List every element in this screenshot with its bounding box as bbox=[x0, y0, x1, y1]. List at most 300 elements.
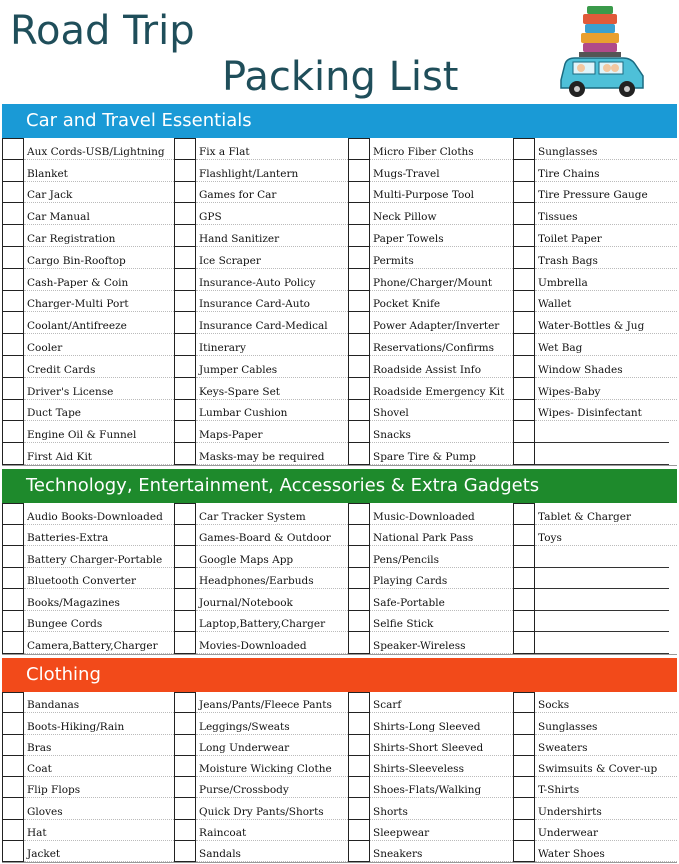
checklist-item bbox=[513, 182, 677, 204]
checkbox[interactable] bbox=[174, 568, 196, 590]
checkbox[interactable] bbox=[513, 568, 535, 590]
checkbox[interactable] bbox=[174, 611, 196, 633]
item-label: Sunglasses bbox=[535, 713, 677, 734]
checkbox[interactable] bbox=[348, 421, 370, 443]
blank-line bbox=[535, 611, 669, 633]
checklist-item bbox=[2, 735, 174, 756]
checkbox[interactable] bbox=[2, 713, 24, 734]
checklist-item bbox=[2, 247, 174, 269]
checkbox[interactable] bbox=[513, 546, 535, 568]
checkbox[interactable] bbox=[2, 692, 24, 713]
checklist-grid bbox=[2, 138, 677, 466]
checklist-item bbox=[174, 378, 348, 400]
checkbox[interactable] bbox=[348, 798, 370, 819]
checkbox[interactable] bbox=[513, 632, 535, 654]
item-label: Swimsuits & Cover-up bbox=[535, 756, 677, 777]
checklist-item bbox=[348, 735, 513, 756]
item-label: Jeans/Pants/Fleece Pants bbox=[196, 692, 348, 713]
checklist-item bbox=[513, 203, 677, 225]
item-label: Cooler bbox=[24, 334, 174, 356]
checklist-item bbox=[2, 334, 174, 356]
checklist-item bbox=[348, 798, 513, 819]
item-label: Toilet Paper bbox=[535, 225, 677, 247]
item-label: First Aid Kit bbox=[24, 443, 174, 465]
checklist-item bbox=[513, 138, 677, 160]
checklist-item bbox=[174, 546, 348, 568]
item-label: Battery Charger-Portable bbox=[24, 546, 174, 568]
checklist-item bbox=[513, 589, 677, 611]
checkbox[interactable] bbox=[2, 356, 24, 378]
checkbox[interactable] bbox=[174, 203, 196, 225]
checklist-item bbox=[174, 400, 348, 422]
item-label: Sneakers bbox=[370, 841, 513, 862]
checkbox[interactable] bbox=[2, 138, 24, 160]
item-label: Sunglasses bbox=[535, 138, 677, 160]
checkbox[interactable] bbox=[2, 182, 24, 204]
checklist-item bbox=[174, 138, 348, 160]
checklist-column bbox=[348, 138, 513, 465]
checkbox[interactable] bbox=[2, 525, 24, 547]
checkbox[interactable] bbox=[2, 777, 24, 798]
checkbox[interactable] bbox=[348, 525, 370, 547]
checkbox[interactable] bbox=[513, 203, 535, 225]
checklist-item bbox=[348, 589, 513, 611]
checklist-item bbox=[2, 632, 174, 654]
checklist-item bbox=[513, 503, 677, 525]
checkbox[interactable] bbox=[348, 820, 370, 841]
checklist-column bbox=[2, 138, 174, 465]
checklist-column bbox=[174, 503, 348, 654]
item-label: Spare Tire & Pump bbox=[370, 443, 513, 465]
checkbox[interactable] bbox=[513, 589, 535, 611]
checklist-item bbox=[348, 756, 513, 777]
checklist-item bbox=[513, 713, 677, 734]
checkbox[interactable] bbox=[513, 841, 535, 862]
checkbox[interactable] bbox=[2, 589, 24, 611]
item-label: Engine Oil & Funnel bbox=[24, 421, 174, 443]
checkbox[interactable] bbox=[2, 611, 24, 633]
checklist-item bbox=[174, 713, 348, 734]
checkbox[interactable] bbox=[2, 756, 24, 777]
item-label: Audio Books-Downloaded bbox=[24, 503, 174, 525]
item-label: Itinerary bbox=[196, 334, 348, 356]
checkbox[interactable] bbox=[513, 160, 535, 182]
item-label: Shirts-Long Sleeved bbox=[370, 713, 513, 734]
checkbox[interactable] bbox=[513, 312, 535, 334]
checkbox[interactable] bbox=[513, 356, 535, 378]
checklist-column bbox=[174, 138, 348, 465]
checkbox[interactable] bbox=[174, 525, 196, 547]
checkbox[interactable] bbox=[348, 225, 370, 247]
item-label: Wipes-Baby bbox=[535, 378, 677, 400]
checkbox[interactable] bbox=[2, 312, 24, 334]
checklist-item bbox=[2, 777, 174, 798]
checklist-item bbox=[2, 312, 174, 334]
checklist-column bbox=[348, 692, 513, 862]
item-label: Power Adapter/Inverter bbox=[370, 312, 513, 334]
item-label: Cash-Paper & Coin bbox=[24, 269, 174, 291]
item-label: Wet Bag bbox=[535, 334, 677, 356]
checkbox[interactable] bbox=[2, 160, 24, 182]
item-label: Ice Scraper bbox=[196, 247, 348, 269]
checkbox[interactable] bbox=[174, 138, 196, 160]
checklist-item bbox=[513, 269, 677, 291]
checkbox[interactable] bbox=[513, 713, 535, 734]
item-label: Snacks bbox=[370, 421, 513, 443]
checklist-column bbox=[2, 692, 174, 862]
checklist-item bbox=[174, 841, 348, 862]
checkbox[interactable] bbox=[348, 291, 370, 313]
blank-line bbox=[535, 589, 669, 611]
checkbox[interactable] bbox=[513, 247, 535, 269]
item-label: Car Tracker System bbox=[196, 503, 348, 525]
checklist-item bbox=[348, 820, 513, 841]
checkbox[interactable] bbox=[174, 160, 196, 182]
checkbox[interactable] bbox=[174, 632, 196, 654]
item-label: Car Jack bbox=[24, 182, 174, 204]
checklist-item bbox=[174, 443, 348, 465]
checkbox[interactable] bbox=[174, 798, 196, 819]
section-essentials bbox=[2, 104, 677, 466]
checkbox[interactable] bbox=[174, 421, 196, 443]
checkbox[interactable] bbox=[174, 756, 196, 777]
item-label: Fix a Flat bbox=[196, 138, 348, 160]
checkbox[interactable] bbox=[2, 203, 24, 225]
checkbox[interactable] bbox=[513, 182, 535, 204]
checkbox[interactable] bbox=[348, 589, 370, 611]
item-label: Tire Pressure Gauge bbox=[535, 182, 677, 204]
checklist-item bbox=[513, 356, 677, 378]
checklist-item bbox=[513, 421, 677, 443]
checkbox[interactable] bbox=[174, 692, 196, 713]
checklist-item bbox=[513, 247, 677, 269]
item-label: Socks bbox=[535, 692, 677, 713]
checklist-item bbox=[2, 182, 174, 204]
item-label: Duct Tape bbox=[24, 400, 174, 422]
item-label: Pocket Knife bbox=[370, 291, 513, 313]
checkbox[interactable] bbox=[513, 820, 535, 841]
checklist-item bbox=[348, 138, 513, 160]
checkbox[interactable] bbox=[174, 841, 196, 862]
checkbox[interactable] bbox=[174, 777, 196, 798]
checkbox[interactable] bbox=[348, 503, 370, 525]
checkbox[interactable] bbox=[2, 443, 24, 465]
checklist-item bbox=[348, 525, 513, 547]
checklist-item bbox=[348, 291, 513, 313]
checkbox[interactable] bbox=[513, 291, 535, 313]
blank-line bbox=[535, 443, 669, 465]
checkbox[interactable] bbox=[2, 546, 24, 568]
checkbox[interactable] bbox=[2, 568, 24, 590]
checkbox[interactable] bbox=[2, 269, 24, 291]
checklist-item bbox=[513, 798, 677, 819]
item-label: Insurance Card-Auto bbox=[196, 291, 348, 313]
item-label: Car Manual bbox=[24, 203, 174, 225]
checkbox[interactable] bbox=[348, 160, 370, 182]
checkbox[interactable] bbox=[174, 443, 196, 465]
checkbox[interactable] bbox=[174, 589, 196, 611]
checklist-item bbox=[348, 611, 513, 633]
item-label: Shirts-Sleeveless bbox=[370, 756, 513, 777]
checklist-item bbox=[174, 820, 348, 841]
item-label: Raincoat bbox=[196, 820, 348, 841]
checkbox[interactable] bbox=[348, 568, 370, 590]
item-label: Shirts-Short Sleeved bbox=[370, 735, 513, 756]
checklist-item bbox=[513, 378, 677, 400]
checklist-item bbox=[348, 692, 513, 713]
checkbox[interactable] bbox=[2, 334, 24, 356]
checklist-item bbox=[513, 756, 677, 777]
checklist-item bbox=[174, 632, 348, 654]
checkbox[interactable] bbox=[174, 735, 196, 756]
checkbox[interactable] bbox=[513, 443, 535, 465]
checkbox[interactable] bbox=[2, 632, 24, 654]
item-label: Shoes-Flats/Walking bbox=[370, 777, 513, 798]
item-label: Water Shoes bbox=[535, 841, 677, 862]
checkbox[interactable] bbox=[348, 378, 370, 400]
checkbox[interactable] bbox=[174, 356, 196, 378]
checklist-column bbox=[2, 503, 174, 654]
checklist-item bbox=[174, 160, 348, 182]
checklist-item bbox=[2, 203, 174, 225]
checkbox[interactable] bbox=[2, 400, 24, 422]
checkbox[interactable] bbox=[348, 546, 370, 568]
blank-line bbox=[535, 632, 669, 654]
checkbox[interactable] bbox=[2, 421, 24, 443]
checklist-item bbox=[174, 568, 348, 590]
checkbox[interactable] bbox=[348, 138, 370, 160]
checkbox[interactable] bbox=[2, 225, 24, 247]
checklist-item bbox=[2, 611, 174, 633]
checklist-item bbox=[174, 334, 348, 356]
section-clothing bbox=[2, 658, 677, 863]
checkbox[interactable] bbox=[174, 312, 196, 334]
checklist-grid bbox=[2, 503, 677, 655]
checkbox[interactable] bbox=[348, 841, 370, 862]
item-label: Insurance-Auto Policy bbox=[196, 269, 348, 291]
item-label: Boots-Hiking/Rain bbox=[24, 713, 174, 734]
checkbox[interactable] bbox=[513, 421, 535, 443]
item-label: Permits bbox=[370, 247, 513, 269]
section-title: Clothing bbox=[2, 658, 677, 692]
checklist-item bbox=[2, 546, 174, 568]
checklist-item bbox=[513, 735, 677, 756]
checkbox[interactable] bbox=[174, 182, 196, 204]
checkbox[interactable] bbox=[2, 841, 24, 862]
checkbox[interactable] bbox=[513, 225, 535, 247]
checklist-item bbox=[2, 503, 174, 525]
item-label: Long Underwear bbox=[196, 735, 348, 756]
item-label: Lumbar Cushion bbox=[196, 400, 348, 422]
checklist-column bbox=[348, 503, 513, 654]
checkbox[interactable] bbox=[174, 291, 196, 313]
item-label: Toys bbox=[535, 525, 677, 547]
checklist-item bbox=[174, 356, 348, 378]
checkbox[interactable] bbox=[513, 777, 535, 798]
checklist-item bbox=[174, 756, 348, 777]
checklist-item bbox=[2, 568, 174, 590]
checkbox[interactable] bbox=[348, 632, 370, 654]
item-label: Roadside Emergency Kit bbox=[370, 378, 513, 400]
checkbox[interactable] bbox=[513, 525, 535, 547]
item-label: Paper Towels bbox=[370, 225, 513, 247]
checkbox[interactable] bbox=[174, 269, 196, 291]
item-label: Tissues bbox=[535, 203, 677, 225]
checkbox[interactable] bbox=[513, 735, 535, 756]
checklist-item bbox=[174, 525, 348, 547]
item-label: Sandals bbox=[196, 841, 348, 862]
checklist-item bbox=[348, 841, 513, 862]
checklist-item bbox=[174, 421, 348, 443]
checklist-item bbox=[513, 820, 677, 841]
item-label: Undershirts bbox=[535, 798, 677, 819]
section-title: Car and Travel Essentials bbox=[2, 104, 677, 138]
item-label: Jumper Cables bbox=[196, 356, 348, 378]
checklist-item bbox=[174, 611, 348, 633]
item-label: Selfie Stick bbox=[370, 611, 513, 633]
checkbox[interactable] bbox=[513, 400, 535, 422]
blank-line bbox=[535, 568, 669, 590]
checklist-item bbox=[513, 160, 677, 182]
checkbox[interactable] bbox=[348, 182, 370, 204]
checklist-item bbox=[2, 138, 174, 160]
item-label: Gloves bbox=[24, 798, 174, 819]
checklist-grid bbox=[2, 692, 677, 863]
checklist-item bbox=[513, 632, 677, 654]
checklist-item bbox=[2, 841, 174, 862]
checklist-item bbox=[174, 589, 348, 611]
blank-line bbox=[535, 421, 669, 443]
checkbox[interactable] bbox=[513, 269, 535, 291]
checklist-item bbox=[174, 203, 348, 225]
checklist-item bbox=[348, 777, 513, 798]
checklist-item bbox=[2, 798, 174, 819]
checkbox[interactable] bbox=[2, 291, 24, 313]
checklist-item bbox=[348, 713, 513, 734]
item-label: Pens/Pencils bbox=[370, 546, 513, 568]
checkbox[interactable] bbox=[2, 798, 24, 819]
item-label: Quick Dry Pants/Shorts bbox=[196, 798, 348, 819]
checkbox[interactable] bbox=[174, 247, 196, 269]
item-label: Hand Sanitizer bbox=[196, 225, 348, 247]
checklist-item bbox=[174, 269, 348, 291]
checkbox[interactable] bbox=[348, 756, 370, 777]
item-label: Keys-Spare Set bbox=[196, 378, 348, 400]
checklist-item bbox=[513, 334, 677, 356]
checklist-item bbox=[348, 421, 513, 443]
checkbox[interactable] bbox=[513, 138, 535, 160]
checklist-item bbox=[348, 160, 513, 182]
item-label: Coolant/Antifreeze bbox=[24, 312, 174, 334]
item-label: Books/Magazines bbox=[24, 589, 174, 611]
checklist-item bbox=[174, 692, 348, 713]
car-with-luggage-icon bbox=[555, 2, 650, 100]
checklist-item bbox=[513, 525, 677, 547]
item-label: Phone/Charger/Mount bbox=[370, 269, 513, 291]
checkbox[interactable] bbox=[513, 692, 535, 713]
item-label: Google Maps App bbox=[196, 546, 348, 568]
checkbox[interactable] bbox=[348, 443, 370, 465]
checkbox[interactable] bbox=[513, 611, 535, 633]
item-label: Credit Cards bbox=[24, 356, 174, 378]
checkbox[interactable] bbox=[174, 820, 196, 841]
item-label: Bras bbox=[24, 735, 174, 756]
checkbox[interactable] bbox=[513, 378, 535, 400]
checklist-item bbox=[348, 378, 513, 400]
item-label: Masks-may be required bbox=[196, 443, 348, 465]
checkbox[interactable] bbox=[348, 713, 370, 734]
checkbox[interactable] bbox=[348, 692, 370, 713]
checkbox[interactable] bbox=[2, 820, 24, 841]
checkbox[interactable] bbox=[174, 713, 196, 734]
item-label: Shovel bbox=[370, 400, 513, 422]
checkbox[interactable] bbox=[174, 503, 196, 525]
checkbox[interactable] bbox=[348, 735, 370, 756]
item-label: Wallet bbox=[535, 291, 677, 313]
checkbox[interactable] bbox=[513, 756, 535, 777]
checkbox[interactable] bbox=[513, 334, 535, 356]
checkbox[interactable] bbox=[348, 611, 370, 633]
checkbox[interactable] bbox=[348, 400, 370, 422]
checkbox[interactable] bbox=[174, 546, 196, 568]
item-label: Maps-Paper bbox=[196, 421, 348, 443]
checklist-column bbox=[513, 138, 677, 465]
item-label: Cargo Bin-Rooftop bbox=[24, 247, 174, 269]
checkbox[interactable] bbox=[348, 312, 370, 334]
item-label: Moisture Wicking Clothe bbox=[196, 756, 348, 777]
checklist-item bbox=[348, 334, 513, 356]
checklist-item bbox=[348, 568, 513, 590]
item-label: Insurance Card-Medical bbox=[196, 312, 348, 334]
checklist-item bbox=[513, 312, 677, 334]
checkbox[interactable] bbox=[174, 378, 196, 400]
checkbox[interactable] bbox=[174, 334, 196, 356]
checkbox[interactable] bbox=[2, 378, 24, 400]
checklist-item bbox=[2, 269, 174, 291]
item-label: Tire Chains bbox=[535, 160, 677, 182]
item-label: Underwear bbox=[535, 820, 677, 841]
checkbox[interactable] bbox=[348, 203, 370, 225]
checkbox[interactable] bbox=[2, 247, 24, 269]
checkbox[interactable] bbox=[348, 334, 370, 356]
checkbox[interactable] bbox=[174, 225, 196, 247]
checkbox[interactable] bbox=[174, 400, 196, 422]
checklist-item bbox=[348, 247, 513, 269]
checkbox[interactable] bbox=[348, 247, 370, 269]
checkbox[interactable] bbox=[348, 269, 370, 291]
checklist-item bbox=[513, 777, 677, 798]
item-label: Shorts bbox=[370, 798, 513, 819]
checkbox[interactable] bbox=[513, 798, 535, 819]
item-label: Reservations/Confirms bbox=[370, 334, 513, 356]
checkbox[interactable] bbox=[348, 777, 370, 798]
item-label: National Park Pass bbox=[370, 525, 513, 547]
checkbox[interactable] bbox=[513, 503, 535, 525]
checklist-item bbox=[2, 525, 174, 547]
checklist-item bbox=[174, 247, 348, 269]
checklist-column bbox=[174, 692, 348, 862]
checklist-item bbox=[348, 225, 513, 247]
item-label: Multi-Purpose Tool bbox=[370, 182, 513, 204]
checkbox[interactable] bbox=[2, 503, 24, 525]
checklist-item bbox=[513, 225, 677, 247]
item-label: Micro Fiber Cloths bbox=[370, 138, 513, 160]
item-label: Games-Board & Outdoor bbox=[196, 525, 348, 547]
checkbox[interactable] bbox=[348, 356, 370, 378]
checkbox[interactable] bbox=[2, 735, 24, 756]
item-label: Car Registration bbox=[24, 225, 174, 247]
checklist-item bbox=[174, 735, 348, 756]
